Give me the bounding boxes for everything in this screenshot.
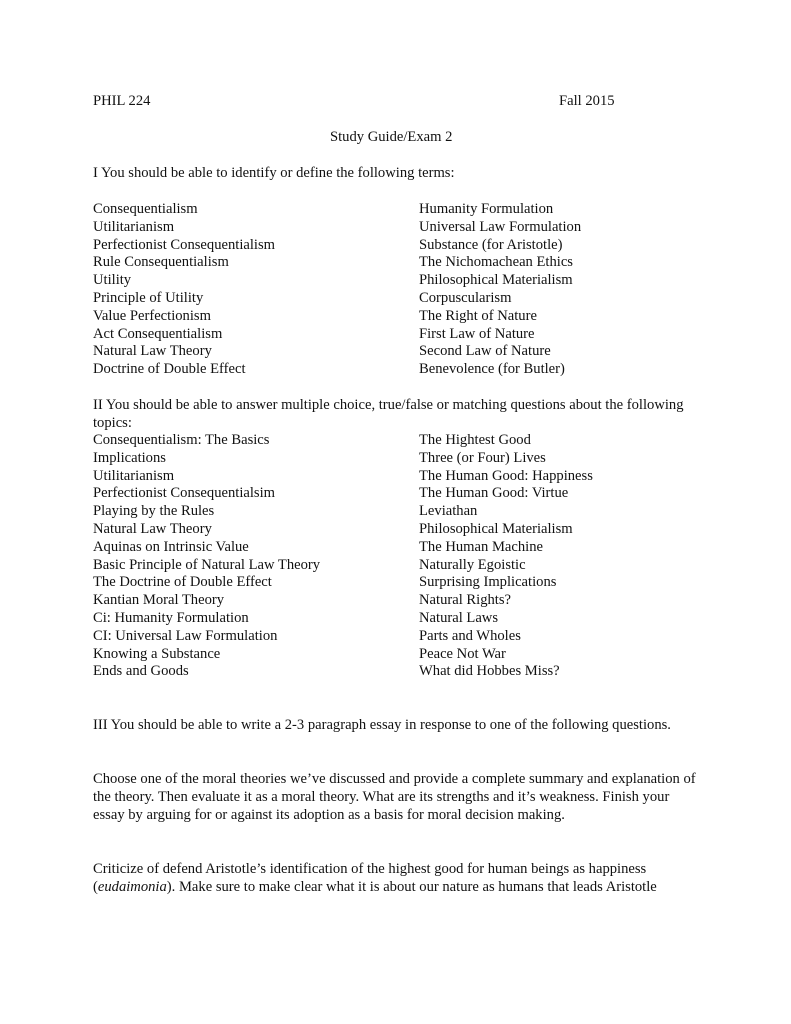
topic-item: Natural Laws [419,609,499,626]
essay-question-2-text: Criticize of defend Aristotle’s identification of the highest good for human beings as happiness ( [93,861,647,895]
term-item: The Nichomachean Ethics [419,254,573,271]
topic-item: Aquinas on Intrinsic Value [93,538,249,555]
topic-item: The Human Machine [419,538,544,555]
topic-item: Peace Not War [419,645,506,662]
topic-item: What did Hobbes Miss? [419,663,560,680]
topic-item: The Human Good: Happiness [419,467,593,484]
term-item: Benevolence (for Butler) [419,361,565,378]
essay-question-2 [93,861,698,897]
term-item: Utilitarianism [93,218,175,235]
term-item: Natural Law Theory [93,343,212,360]
term: Fall 2015 [559,93,615,109]
essay-question-1: Choose one of the moral theories we’ve discussed and provide a complete summary and explanation of the theory. Then evaluate it as a moral theory. What are its strengths and it’s weakness. Finish your essay by arguing for or against its adoption as a basis for moral decision making. [93,771,696,823]
term-item: Humanity Formulation [419,201,554,217]
section-2-heading: II You should be able to answer multiple choice, true/false or matching questions about the following topics: [93,397,684,431]
topic-item: Utilitarianism [93,467,175,484]
topic-item: Surprising Implications [419,574,557,591]
topic-item: Playing by the Rules [93,503,215,520]
topic-item: Three (or Four) Lives [419,449,546,466]
topic-item: Natural Law Theory [93,520,212,537]
term-item: Consequentialism [93,201,198,217]
term-item: Corpuscularism [419,289,512,306]
topic-item: Naturally Egoistic [419,556,526,573]
topic-item: Kantian Moral Theory [93,592,225,609]
topic-item: Implications [93,449,166,466]
section-2-right-column [419,432,593,681]
term-item: Act Consequentialism [93,325,223,342]
topic-item: The Doctrine of Double Effect [93,574,272,591]
topic-item: The Human Good: Virtue [419,485,569,502]
topic-item: Perfectionist Consequentialsim [93,485,275,502]
topic-item: Consequentialism: The Basics [93,432,270,448]
topic-item: Basic Principle of Natural Law Theory [93,556,321,573]
section-1-heading: I You should be able to identify or define the following terms: [93,165,455,181]
term-item: Rule Consequentialism [93,254,229,271]
term-item: Philosophical Materialism [419,272,573,289]
term-item: The Right of Nature [419,307,537,324]
essay-question-2-text-continued: ). Make sure to make clear what it is about our nature as humans that leads Aristotle [166,878,657,895]
topic-item: Parts and Wholes [419,627,521,644]
topic-item: Ci: Humanity Formulation [93,609,249,626]
term-item: Utility [93,272,132,289]
topic-item: Leviathan [419,503,478,520]
term-item: Substance (for Aristotle) [419,236,563,253]
section-1-right-column [419,201,581,379]
term-item: Value Perfectionism [93,307,211,324]
section-3-heading: III You should be able to write a 2-3 paragraph essay in response to one of the following questions. [93,717,671,733]
topic-item: Natural Rights? [419,592,512,609]
document-title: Study Guide/Exam 2 [330,129,453,145]
topic-item: Ends and Goods [93,663,189,680]
topic-item: CI: Universal Law Formulation [93,627,278,644]
term-item: Doctrine of Double Effect [93,361,246,378]
course-code: PHIL 224 [93,93,151,109]
topic-item: The Hightest Good [419,432,531,448]
section-1-left-column [93,201,275,379]
term-item: Perfectionist Consequentialism [93,236,275,253]
section-2-left-column [93,432,320,681]
essay-question-2-term: eudaimonia [97,878,167,895]
term-item: First Law of Nature [419,325,535,342]
term-item: Universal Law Formulation [419,218,582,235]
term-item: Second Law of Nature [419,343,551,360]
topic-item: Knowing a Substance [93,645,221,662]
topic-item: Philosophical Materialism [419,520,573,537]
term-item: Principle of Utility [93,289,204,306]
